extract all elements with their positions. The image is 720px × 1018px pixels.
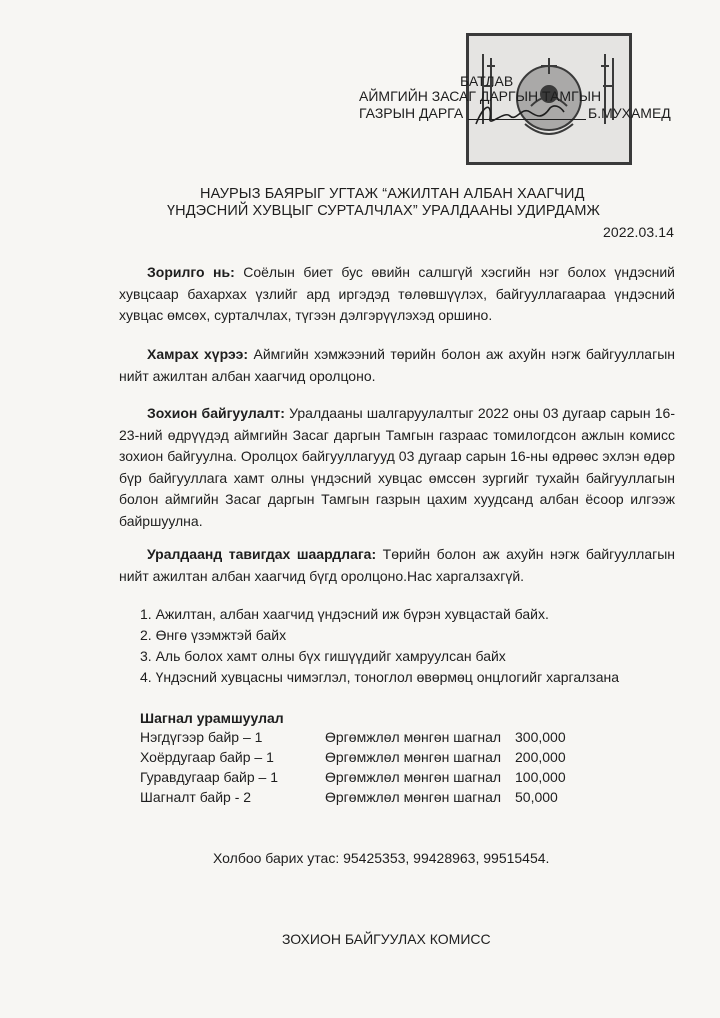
prize-award: Өргөмжлөл мөнгөн шагнал — [325, 749, 502, 765]
contact-phones: Холбоо барих утас: 95425353, 99428963, 99515454. — [213, 850, 550, 866]
scope-label: Хамрах хүрээ: — [147, 346, 249, 362]
prize-amount: 300,000 — [515, 729, 566, 745]
requirement-item: 1. Ажилтан, албан хаагчид үндэсний иж бүрэн хувцастай байх. — [140, 606, 549, 622]
prize-place: Шагналт байр - 2 — [140, 789, 252, 805]
approval-label: БАТЛАВ — [460, 73, 514, 89]
requirement-item: 2. Өнгө үзэмжтэй байх — [140, 627, 287, 643]
prize-amount: 200,000 — [515, 749, 566, 765]
organization-label: Зохион байгуулалт: — [147, 405, 285, 421]
footer-committee: ЗОХИОН БАЙГУУЛАХ КОМИСС — [282, 931, 491, 947]
approval-name: Б.МУХАМЕД — [588, 105, 671, 121]
handwritten-signature — [470, 98, 570, 132]
prize-award: Өргөмжлөл мөнгөн шагнал — [325, 729, 502, 745]
prize-place: Нэгдүгээр байр – 1 — [140, 729, 263, 745]
approval-head: ГАЗРЫН ДАРГА — [359, 105, 464, 121]
goal-paragraph — [119, 262, 675, 327]
organization-text: Уралдааны шалгаруулалтыг 2022 оны 03 дугаар сарын 16-23-ний өдрүүдэд аймгийн Засаг даргын Тамгын газраас томилогдсон ажлын комисс зохион байгуулна. Оролцох байгууллагууд 03 дугаар сарын 16-ны өдрөөс эхлэн өдөр бүр байгууллага хамт олны үндэсний хувцас өмссөн зургийг тухайн байгууллагын болон аймгийн Засаг даргын Тамгын газрын цахим хуудсанд албан ёсоор илгээж байршуулна. — [119, 405, 675, 529]
requirement-item: 3. Аль болох хамт олны бүх гишүүдийг хамруулсан байх — [140, 648, 506, 664]
requirements-text: Төрийн болон аж ахуйн нэгж байгууллагын нийт ажилтан албан хаагчид бүгд оролцоно.Нас харгалзахгүй. — [119, 546, 676, 584]
scope-paragraph — [119, 344, 675, 387]
prize-amount: 100,000 — [515, 769, 566, 785]
prize-place: Хоёрдугаар байр – 1 — [140, 749, 274, 765]
approval-office: АЙМГИЙН ЗАСАГ ДАРГЫН ТАМГЫН — [359, 88, 602, 104]
requirement-item: 4. Үндэсний хувцасны чимэглэл, тоноглол өвөрмөц онцлогийг харгалзана — [140, 669, 619, 685]
requirements-paragraph — [119, 544, 675, 587]
document-date: 2022.03.14 — [603, 224, 675, 240]
goal-label: Зорилго нь: — [147, 264, 235, 280]
prize-place: Гуравдугаар байр – 1 — [140, 769, 278, 785]
title-line-1: НАУРЫЗ БАЯРЫГ УГТАЖ “АЖИЛТАН АЛБАН ХААГЧИД — [200, 186, 585, 202]
title-line-2: ҮНДЭСНИЙ ХУВЦЫГ СУРТАЛЧЛАХ” УРАЛДААНЫ УДИРДАМЖ — [167, 203, 601, 219]
prizes-heading: Шагнал урамшуулал — [140, 710, 284, 726]
scope-text: Аймгийн хэмжээний төрийн болон аж ахуйн нэгж байгууллагын нийт ажилтан албан хаагчид оролцоно. — [119, 346, 675, 384]
organization-paragraph — [119, 403, 675, 532]
requirements-label: Уралдаанд тавигдах шаардлага: — [147, 546, 377, 562]
goal-text: Соёлын биет бус өвийн салшгүй хэсгийн нэг болох үндэсний хувцсаар бахархах үзлийг ард иргэдэд төлөвшүүлэх, байгууллагаараа үндэсний хувцас өмсөх, сурталчлах, түгээн дэлгэрүүлэхэд оршино. — [119, 264, 676, 323]
prize-amount: 50,000 — [515, 789, 558, 805]
prize-award: Өргөмжлөл мөнгөн шагнал — [325, 789, 502, 805]
prize-award: Өргөмжлөл мөнгөн шагнал — [325, 769, 502, 785]
